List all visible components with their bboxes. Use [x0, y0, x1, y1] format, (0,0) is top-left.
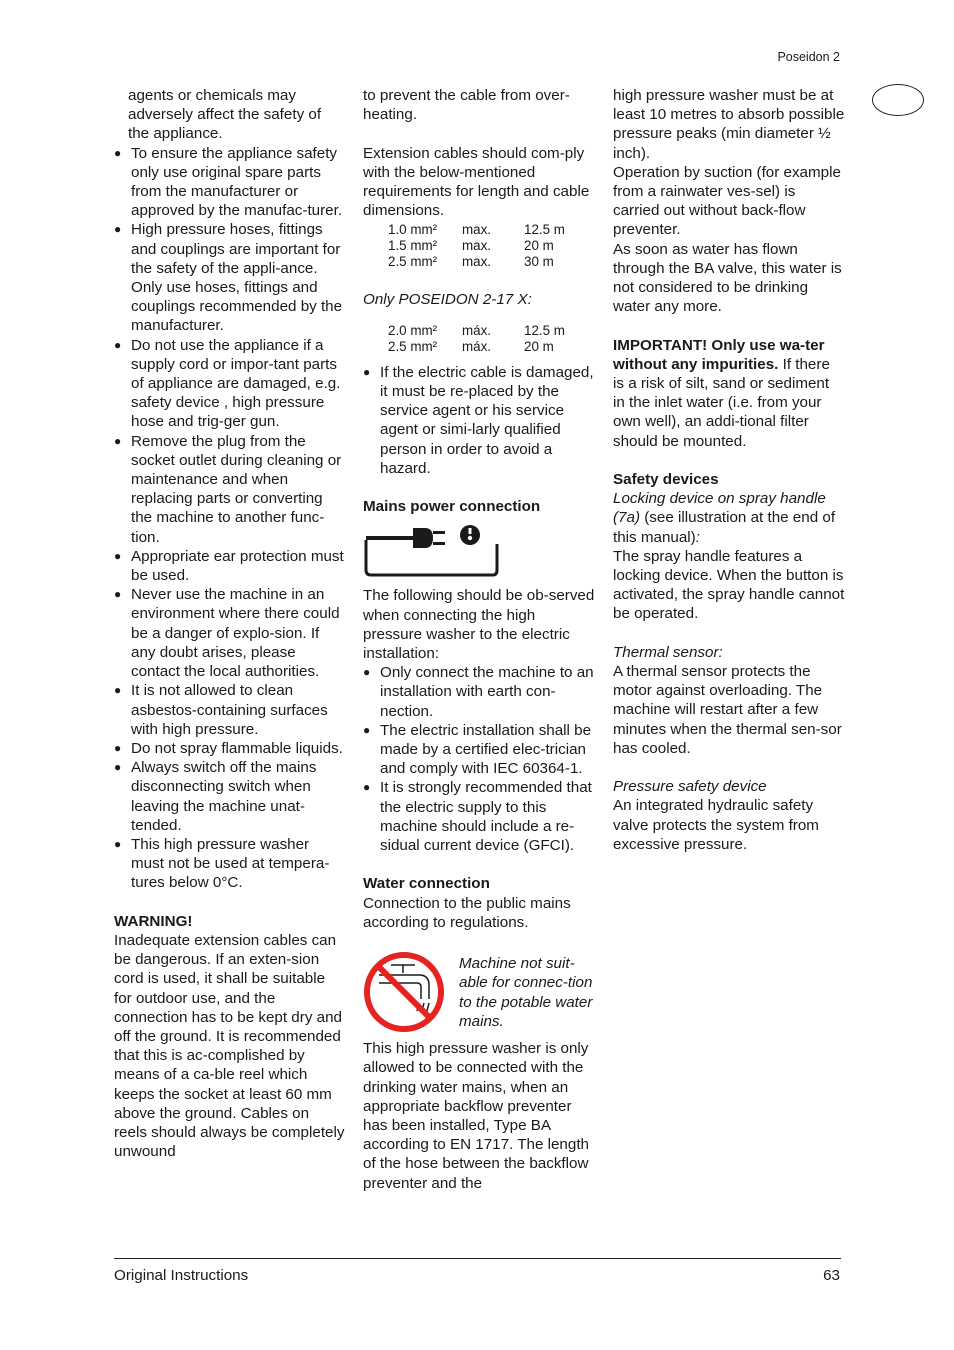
header-product-name: Poseidon 2: [777, 50, 840, 64]
cable-spec-table: [388, 222, 565, 270]
no-potable-water-icon: [363, 951, 445, 1033]
table-row: 2.5 mm² máx. 20 m: [388, 338, 554, 354]
footer-label: Original Instructions: [114, 1267, 249, 1284]
column-2: [363, 86, 595, 1193]
bullet-item: ● Never use the machine in an environment where there could be a danger of explo-sion. If any doubt arises, please contact the local authorities.: [114, 585, 346, 681]
bullet-item: ● The electric installation shall be made by a certified elec-trician and comply with IEC 60364-1.: [363, 721, 595, 779]
bullet-item: ● Do not spray flammable liquids.: [114, 739, 346, 758]
warning-title: WARNING!: [114, 912, 193, 930]
potable-warning-text: Machine not suit-able for connec-tion to the potable water mains.: [459, 955, 593, 1030]
mains-title: Mains power connection: [363, 498, 541, 516]
mains-intro: The following should be ob-served when connecting the high pressure washer to the electric installation:: [363, 587, 595, 663]
table-row: 2.0 mm² máx. 12.5 m: [388, 322, 565, 338]
bullet-item: ● Always switch off the mains disconnecting switch when leaving the machine unat-tended.: [114, 758, 346, 835]
col3-continuation: high pressure washer must be at least 10 metres to absorb possible pressure peaks (min diameter ½ inch).: [613, 87, 845, 162]
poseidon-note: Only POSEIDON 2-17 X:: [363, 290, 532, 308]
suction-text: Operation by suction (for example from a rainwater ves-sel) is carried out without back-flow preventer.: [613, 163, 841, 239]
safety-bullet-list: [114, 144, 346, 893]
important-paragraph: [613, 336, 845, 451]
locking-text: The spray handle features a locking device. When the button is activated, the spray handle cannot be operated.: [613, 547, 845, 623]
language-badge-oval: [872, 84, 924, 116]
bullet-item: ● Do not use the appliance if a supply cord or impor-tant parts of appliance are damaged, e.g. safety device , high pressure hose and trig-ger gun.: [114, 336, 346, 432]
bullet-item: ● If the electric cable is damaged, it must be re-placed by the service agent or his service agent or simi-larly qualified person in order to avoid a hazard.: [363, 363, 595, 478]
locking-heading: [613, 489, 845, 547]
warning-text: Inadequate extension cables can be dangerous. If an exten-sion cord is used, it shall be suitable for outdoor use, and the connection has to be kept dry and off the ground. It is recommended that this is ac-complished by means of a ca-ble reel which keeps the socket at least 60 mm above the ground. Cables on reels should always be completely unwound: [114, 931, 345, 1161]
cable-spec-table-2: [388, 323, 565, 355]
extension-intro: Extension cables should com-ply with the below-mentioned requirements for length and cable dimensions.: [363, 144, 590, 220]
locking-rest: (see illustration at the end of this manual): [613, 509, 836, 546]
bullet-item: ● Remove the plug from the socket outlet during cleaning or maintenance and when replacing parts or converting the machine to another func-tion.: [114, 432, 346, 547]
bullet-item: ● To ensure the appliance safety only use original spare parts from the manufacturer or approved by the manufac-turer.: [114, 144, 346, 221]
column-1: [114, 86, 346, 1161]
pressure-text: An integrated hydraulic safety valve protects the system from excessive pressure.: [613, 797, 819, 853]
ba-valve-text: As soon as water has flown through the BA valve, this water is not considered to be drinking water any more.: [613, 240, 842, 316]
bullet-item: ● High pressure hoses, fittings and couplings are important for the safety of the appli-ance. Only use hoses, fittings and couplings recommended by the manufacturer.: [114, 220, 346, 335]
bullet-item: ● This high pressure washer must not be used at tempera-tures below 0°C.: [114, 835, 346, 893]
cable-bullet-list: [363, 363, 595, 478]
water-text: Connection to the public mains according to regulations.: [363, 894, 571, 931]
mains-bullet-list: [363, 663, 595, 855]
locking-colon: :: [695, 528, 700, 546]
plug-socket-icon: [363, 520, 499, 578]
page-number: 63: [823, 1267, 840, 1284]
important-text: If there is a risk of silt, sand or sediment in the inlet water (i.e. from your own well), an addi-tional filter should be mounted.: [613, 355, 830, 450]
table-row: 1.0 mm² max. 12.5 m: [388, 222, 565, 238]
bullet-item: ● It is not allowed to clean asbestos-containing surfaces with high pressure.: [114, 681, 346, 739]
potable-warning-row: [363, 951, 595, 1033]
col1-continuation: agents or chemicals may adversely affect the safety of the appliance.: [128, 87, 322, 143]
bullet-item: ● Only connect the machine to an installation with earth con-nection.: [363, 663, 595, 721]
bullet-item: ● It is strongly recommended that the electric supply to this machine should include a re-sidual current device (GFCI).: [363, 778, 595, 855]
bullet-item: ● Appropriate ear protection must be used.: [114, 547, 346, 585]
safety-devices-title: Safety devices: [613, 471, 719, 489]
pressure-title: Pressure safety device: [613, 778, 767, 796]
column-3: [613, 86, 845, 854]
water-title: Water connection: [363, 875, 490, 893]
col2-continuation: to prevent the cable from over-heating.: [363, 87, 570, 124]
drinking-water-text: This high pressure washer is only allowed to be connected with the drinking water mains, when an appropriate backflow preventer has been installed, Type BA according to EN 1717. The length of the hose between the backflow preventer and the: [363, 1040, 589, 1192]
thermal-text: A thermal sensor protects the motor against overloading. The machine will restart after a few minutes when the thermal sen-sor has cooled.: [613, 663, 842, 757]
important-bold: IMPORTANT! Only use wa-ter without any impurities.: [613, 336, 825, 373]
thermal-title: Thermal sensor:: [613, 643, 723, 661]
table-row: 2.5 mm² max. 30 m: [388, 254, 554, 270]
footer-divider: [114, 1258, 841, 1259]
table-row: 1.5 mm² max. 20 m: [388, 238, 554, 254]
locking-italic: Locking device on spray handle (7a): [613, 490, 826, 527]
